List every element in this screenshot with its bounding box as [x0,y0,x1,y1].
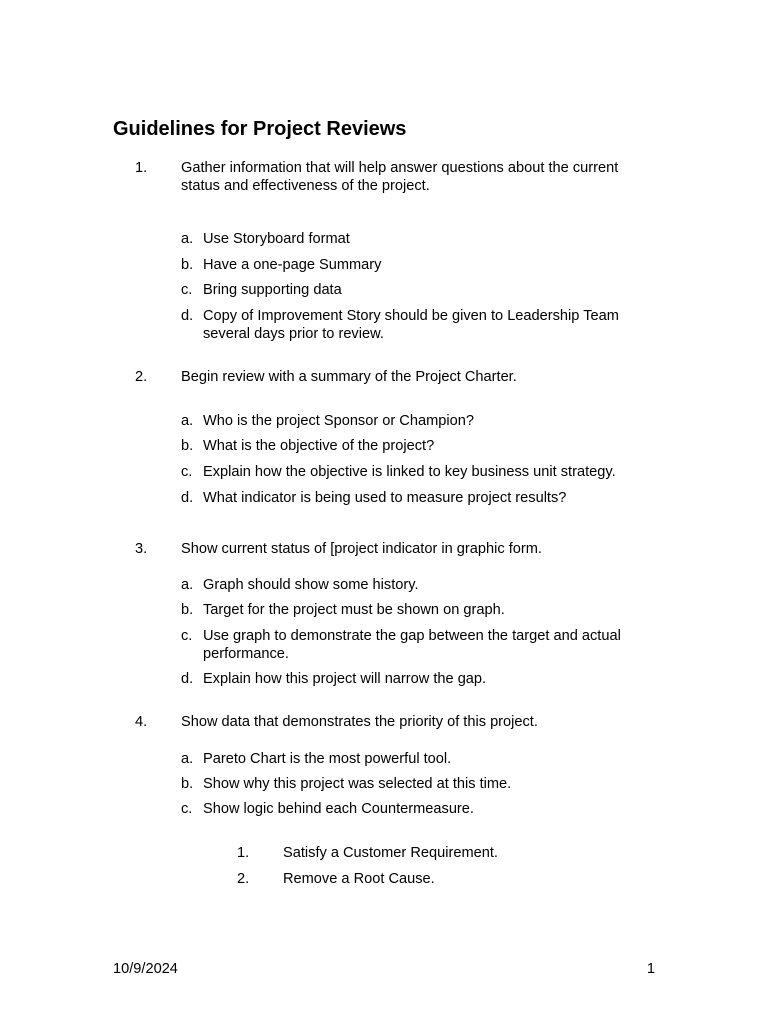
list-number: 2. [135,369,148,385]
sublist-marker: c. [181,282,193,298]
sublist-marker: c. [181,801,193,817]
sublist-marker: d. [181,671,194,687]
sublist-item-text: Who is the project Sponsor or Champion? [203,413,474,429]
sublist-item-text: What is the objective of the project? [203,438,435,454]
list-item-text: Show data that demonstrates the priority of this project. [181,714,538,730]
sublist-item-text-continued: several days prior to review. [203,326,384,342]
list-number: 4. [135,714,148,730]
list-item-text: Gather information that will help answer questions about the current [181,160,619,176]
sublist-item-text: Target for the project must be shown on graph. [203,602,505,618]
sublist-item-text: Bring supporting data [203,282,342,298]
sublist-marker: b. [181,776,194,792]
sublist-item-text: Show why this project was selected at this time. [203,776,512,792]
sublist-marker: d. [181,308,194,324]
sublist-marker: a. [181,751,194,767]
sublist-item-text: Pareto Chart is the most powerful tool. [203,751,452,767]
sublist-item-text: Copy of Improvement Story should be given to Leadership Team [203,308,619,324]
sublist-item-text-continued: performance. [203,646,289,662]
sublist-item-text: Graph should show some history. [203,577,419,593]
sublist-marker: c. [181,464,193,480]
sublist-marker: b. [181,602,194,618]
sublist-item-text: Use graph to demonstrate the gap between the target and actual [203,628,621,644]
nested-list-item-text: Satisfy a Customer Requirement. [283,845,498,861]
nested-list-number: 1. [237,845,250,861]
footer-date: 10/9/2024 [113,961,178,977]
nested-list-item-text: Remove a Root Cause. [283,871,435,887]
list-number: 1. [135,160,148,176]
sublist-marker: a. [181,577,194,593]
sublist-item-text: Explain how the objective is linked to key business unit strategy. [203,464,616,480]
sublist-marker: a. [181,231,194,247]
sublist-item-text: What indicator is being used to measure project results? [203,490,567,506]
sublist-item-text: Explain how this project will narrow the gap. [203,671,487,687]
sublist-marker: b. [181,438,194,454]
footer-page-number: 1 [646,961,655,977]
list-item-text: Begin review with a summary of the Project Charter. [181,369,517,385]
sublist-marker: c. [181,628,193,644]
sublist-item-text: Show logic behind each Countermeasure. [203,801,474,817]
nested-list-number: 2. [237,871,250,887]
list-item-text-continued: status and effectiveness of the project. [181,178,430,194]
page-title: Guidelines for Project Reviews [113,118,407,140]
sublist-item-text: Have a one-page Summary [203,257,382,273]
sublist-marker: b. [181,257,194,273]
list-number: 3. [135,541,148,557]
list-item-text: Show current status of [project indicator in graphic form. [181,541,542,557]
sublist-item-text: Use Storyboard format [203,231,350,247]
sublist-marker: d. [181,490,194,506]
sublist-marker: a. [181,413,194,429]
